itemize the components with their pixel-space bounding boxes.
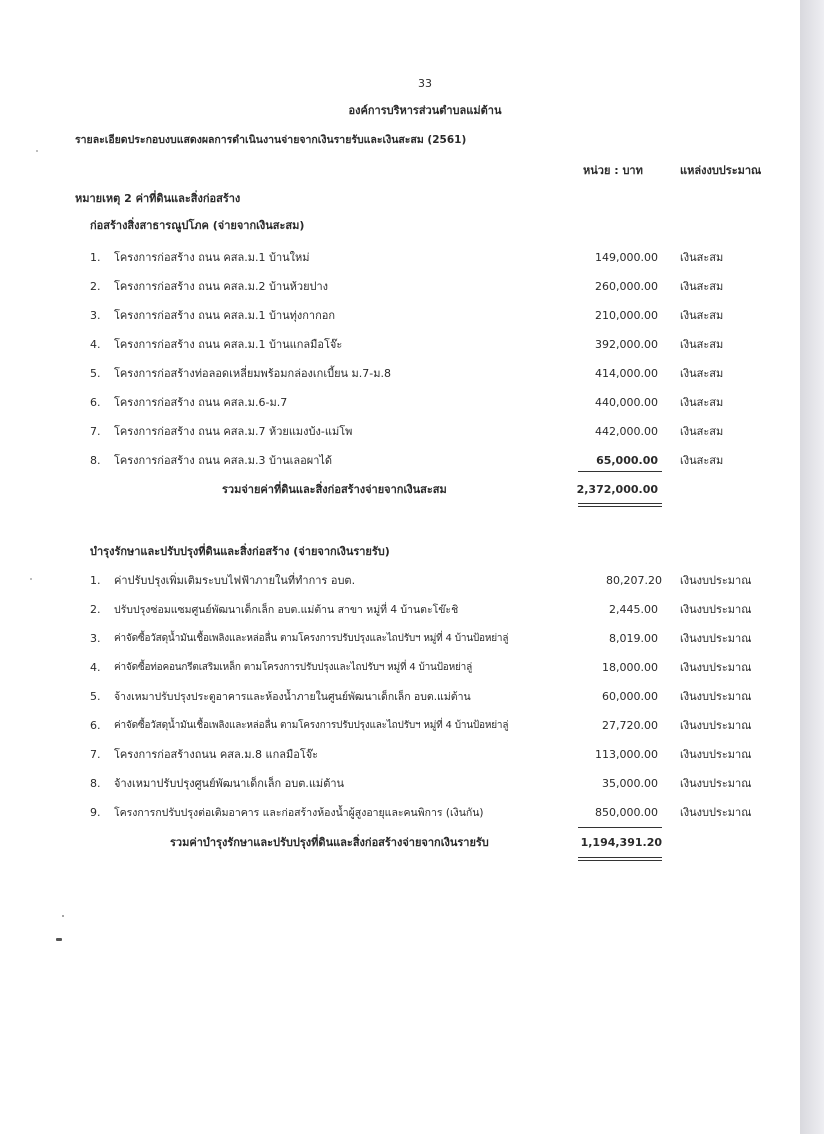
row-description: ปรับปรุงซ่อมแซมศูนย์พัฒนาเด็กเล็ก อบต.แม่ต้าน สาขา หมู่ที่ 4 บ้านตะโข๊ะชิ: [114, 604, 459, 616]
total-double-rule-bottom: [578, 506, 662, 507]
row-source: เงินงบประมาณ: [680, 777, 752, 790]
total-double-rule-bottom: [578, 860, 662, 861]
scan-speck: [56, 938, 62, 941]
scan-speck: [36, 150, 38, 152]
row-number: 4.: [90, 338, 101, 351]
row-amount: 392,000.00: [595, 338, 658, 351]
row-number: 5.: [90, 690, 101, 703]
row-description: โครงการก่อสร้าง ถนน คสล.ม.3 บ้านเลอผาได้: [114, 454, 333, 467]
section1-heading: ก่อสร้างสิ่งสาธารณูปโภค (จ่ายจากเงินสะสม): [90, 219, 305, 232]
row-source: เงินงบประมาณ: [680, 806, 752, 819]
row-source: เงินงบประมาณ: [680, 748, 752, 761]
note-heading: หมายเหตุ 2 ค่าที่ดินและสิ่งก่อสร้าง: [75, 192, 241, 205]
scan-speck: [62, 915, 64, 917]
row-number: 5.: [90, 367, 101, 380]
row-description: โครงการก่อสร้าง ถนน คสล.ม.7 ห้วยแมงบ้ง-แม่โพ: [114, 425, 353, 438]
row-number: 2.: [90, 603, 101, 616]
row-amount: 35,000.00: [602, 777, 658, 790]
row-amount: 850,000.00: [595, 806, 658, 819]
row-description: โครงการก่อสร้างถนน คสล.ม.8 แกลมือโจ๊ะ: [114, 748, 319, 761]
row-amount: 8,019.00: [609, 632, 658, 645]
row-source: เงินสะสม: [680, 309, 724, 322]
row-amount: 65,000.00: [596, 454, 658, 467]
row-source: เงินสะสม: [680, 425, 724, 438]
row-amount: 2,445.00: [609, 603, 658, 616]
row-number: 1.: [90, 574, 101, 587]
row-source: เงินงบประมาณ: [680, 632, 752, 645]
scan-speck: [30, 578, 32, 580]
row-amount: 149,000.00: [595, 251, 658, 264]
row-description: โครงการก่อสร้าง ถนน คสล.ม.1 บ้านทุ่งกากอก: [114, 309, 336, 322]
row-amount: 260,000.00: [595, 280, 658, 293]
row-number: 7.: [90, 748, 101, 761]
row-source: เงินสะสม: [680, 454, 724, 467]
row-description: ค่าปรับปรุงเพิ่มเติมระบบไฟฟ้าภายในที่ทำการ อบต.: [114, 574, 356, 587]
row-description: ค่าจัดซื้อท่อคอนกรีตเสริมเหล็ก ตามโครงการปรับปรุงและไถปรับฯ หมู่ที่ 4 บ้านป้อหย่าลู่: [114, 662, 473, 673]
row-amount: 414,000.00: [595, 367, 658, 380]
row-description: ค่าจัดซื้อวัสดุน้ำมันเชื้อเพลิงและหล่อลื่น ตามโครงการปรับปรุงและไถปรับฯ หมู่ที่ 4 บ้านป้อหย่าลู่: [114, 633, 509, 644]
row-amount: 440,000.00: [595, 396, 658, 409]
row-description: โครงการก่อสร้างท่อลอดเหลี่ยมพร้อมกล่องเกเบี้ยน ม.7-ม.8: [114, 367, 392, 380]
row-source: เงินงบประมาณ: [680, 603, 752, 616]
row-description: โครงการกปรับปรุงต่อเติมอาคาร และก่อสร้างห้องน้ำผู้สูงอายุและคนพิการ (เงินกัน): [114, 807, 484, 819]
column-header-unit: หน่วย : บาท: [583, 164, 643, 177]
row-source: เงินสะสม: [680, 367, 724, 380]
row-number: 3.: [90, 309, 101, 322]
row-source: เงินงบประมาณ: [680, 719, 752, 732]
row-source: เงินงบประมาณ: [680, 661, 752, 674]
row-amount: 442,000.00: [595, 425, 658, 438]
row-number: 6.: [90, 396, 101, 409]
section2-total-amount: 1,194,391.20: [580, 836, 662, 849]
row-source: เงินสะสม: [680, 338, 724, 351]
row-amount: 80,207.20: [606, 574, 662, 587]
row-source: เงินสะสม: [680, 396, 724, 409]
subtotal-rule: [578, 827, 662, 828]
section1-total-label: รวมจ่ายค่าที่ดินและสิ่งก่อสร้างจ่ายจากเงินสะสม: [222, 483, 447, 496]
total-double-rule-top: [578, 857, 662, 858]
row-description: จ้างเหมาปรับปรุงศูนย์พัฒนาเด็กเล็ก อบต.แม่ต้าน: [114, 777, 345, 790]
row-description: จ้างเหมาปรับปรุงประตูอาคารและห้องน้ำภายในศูนย์พัฒนาเด็กเล็ก อบต.แม่ต้าน: [114, 691, 471, 703]
row-number: 3.: [90, 632, 101, 645]
row-amount: 18,000.00: [602, 661, 658, 674]
row-number: 8.: [90, 777, 101, 790]
row-number: 9.: [90, 806, 101, 819]
report-title: รายละเอียดประกอบงบแสดงผลการดำเนินงานจ่ายจากเงินรายรับและเงินสะสม (2561): [75, 134, 467, 146]
row-source: เงินงบประมาณ: [680, 574, 752, 587]
column-header-source: แหล่งงบประมาณ: [680, 164, 762, 177]
row-number: 4.: [90, 661, 101, 674]
org-name: องค์การบริหารส่วนตำบลแม่ต้าน: [348, 104, 502, 117]
row-number: 7.: [90, 425, 101, 438]
row-number: 6.: [90, 719, 101, 732]
row-description: โครงการก่อสร้าง ถนน คสล.ม.1 บ้านใหม่: [114, 251, 310, 264]
row-amount: 113,000.00: [595, 748, 658, 761]
subtotal-rule: [578, 471, 662, 472]
row-number: 8.: [90, 454, 101, 467]
row-number: 2.: [90, 280, 101, 293]
row-description: ค่าจัดซื้อวัสดุน้ำมันเชื้อเพลิงและหล่อลื่น ตามโครงการปรับปรุงและไถปรับฯ หมู่ที่ 4 บ้านป้อหย่าลู่: [114, 720, 509, 731]
section1-total-amount: 2,372,000.00: [576, 483, 658, 496]
row-source: เงินสะสม: [680, 280, 724, 293]
page-edge-shadow: [800, 0, 824, 1134]
section2-total-label: รวมค่าบำรุงรักษาและปรับปรุงที่ดินและสิ่งก่อสร้างจ่ายจากเงินรายรับ: [170, 836, 489, 849]
row-amount: 27,720.00: [602, 719, 658, 732]
row-source: เงินสะสม: [680, 251, 724, 264]
row-amount: 210,000.00: [595, 309, 658, 322]
row-description: โครงการก่อสร้าง ถนน คสล.ม.6-ม.7: [114, 396, 288, 409]
total-double-rule-top: [578, 503, 662, 504]
row-amount: 60,000.00: [602, 690, 658, 703]
row-source: เงินงบประมาณ: [680, 690, 752, 703]
section2-heading: บำรุงรักษาและปรับปรุงที่ดินและสิ่งก่อสร้าง (จ่ายจากเงินรายรับ): [90, 545, 390, 558]
row-description: โครงการก่อสร้าง ถนน คสล.ม.2 บ้านห้วยปาง: [114, 280, 329, 293]
row-number: 1.: [90, 251, 101, 264]
page-number: 33: [418, 77, 432, 90]
row-description: โครงการก่อสร้าง ถนน คสล.ม.1 บ้านแกลมือโจ๊ะ: [114, 338, 343, 351]
